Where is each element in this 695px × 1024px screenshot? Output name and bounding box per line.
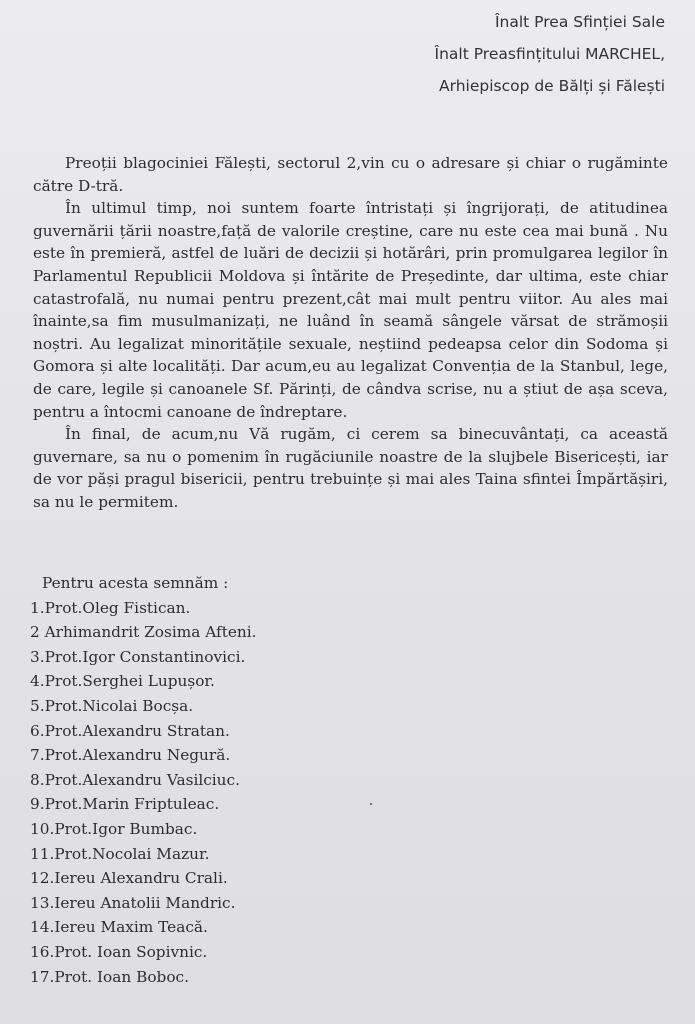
signatory-item: 8.Prot.Alexandru Vasilciuc. (30, 770, 240, 789)
letter-body (33, 152, 668, 514)
signatory-item: 12.Iereu Alexandru Crali. (30, 869, 228, 888)
signatory-item: 10.Prot.Igor Bumbac. (30, 819, 198, 838)
signatory-item: 7.Prot.Alexandru Negură. (30, 746, 231, 765)
signatory-item: 11.Prot.Nocolai Mazur. (30, 844, 210, 863)
signatory-item: 16.Prot. Ioan Sopivnic. (30, 942, 208, 961)
signatory-item: 9.Prot.Marin Friptuleac. (30, 795, 220, 814)
signatory-item: 13.Iereu Anatolii Mandric. (30, 893, 236, 912)
signature-list (30, 571, 257, 989)
signatures-intro: Pentru acesta semnăm : (42, 574, 229, 592)
body-paragraph: Preoții blagociniei Fălești, sectorul 2,vin cu o adresare și chiar o rugăminte către D-tră. (33, 154, 668, 195)
signatory-item: 14.Iereu Maxim Teacă. (30, 918, 208, 937)
addressee-line: Înalt Preasfințitului MARCHEL, (434, 45, 665, 63)
signatory-item: 4.Prot.Serghei Lupușor. (30, 672, 215, 691)
addressee-line: Arhiepiscop de Bălți și Fălești (438, 77, 665, 95)
addressee-block (435, 6, 665, 102)
signatory-item: 2 Arhimandrit Zosima Afteni. (30, 623, 257, 642)
body-paragraph: În final, de acum,nu Vă rugăm, ci cerem sa binecuvântați, ca această guvernare, sa nu o pomenim în rugăciunile noastre de la slujbele Bisericești, iar de vor păși pragul bisericii, pentru trebuințe și mai ales Taina sfintei Împărtășiri, sa nu le permitem. (33, 425, 668, 511)
paper-speck (370, 803, 372, 805)
signatory-item: 5.Prot.Nicolai Bocșa. (30, 696, 194, 715)
signatory-item: 3.Prot.Igor Constantinovici. (30, 647, 246, 666)
signatory-item: 17.Prot. Ioan Boboc. (30, 967, 189, 986)
signatory-item: 1.Prot.Oleg Fistican. (30, 598, 191, 617)
body-paragraph: În ultimul timp, noi suntem foarte întristați și îngrijorați, de atitudinea guvernării țării noastre,față de valorile creștine, care nu este cea mai bună . Nu este în premieră, astfel de luări de decizii și hotărâri, prin promulgarea legilor în Parlamentul Republicii Moldova și întărite de Președinte, dar ultima, este chiar catastrofală, nu numai pentru prezent,cât mai mult pentru viitor. Au ales mai înainte,sa fim musulmanizați, ne luând în seamă sângele vărsat de strămoșii noștri. Au legalizat minoritățile sexuale, neștiind pedeapsa celor din Sodoma și Gomora și alte localități. Dar acum,eu au legalizat Convenția de la Stanbul, lege, de care, legile și canoanele Sf. Părinți, de cândva scrise, nu a știut de așa sceva, pentru a întocmi canoane de îndreptare. (33, 199, 668, 421)
addressee-line: Înalt Prea Sfinției Sale (494, 13, 665, 31)
signatories-list (30, 596, 257, 990)
signatory-item: 6.Prot.Alexandru Stratan. (30, 721, 230, 740)
